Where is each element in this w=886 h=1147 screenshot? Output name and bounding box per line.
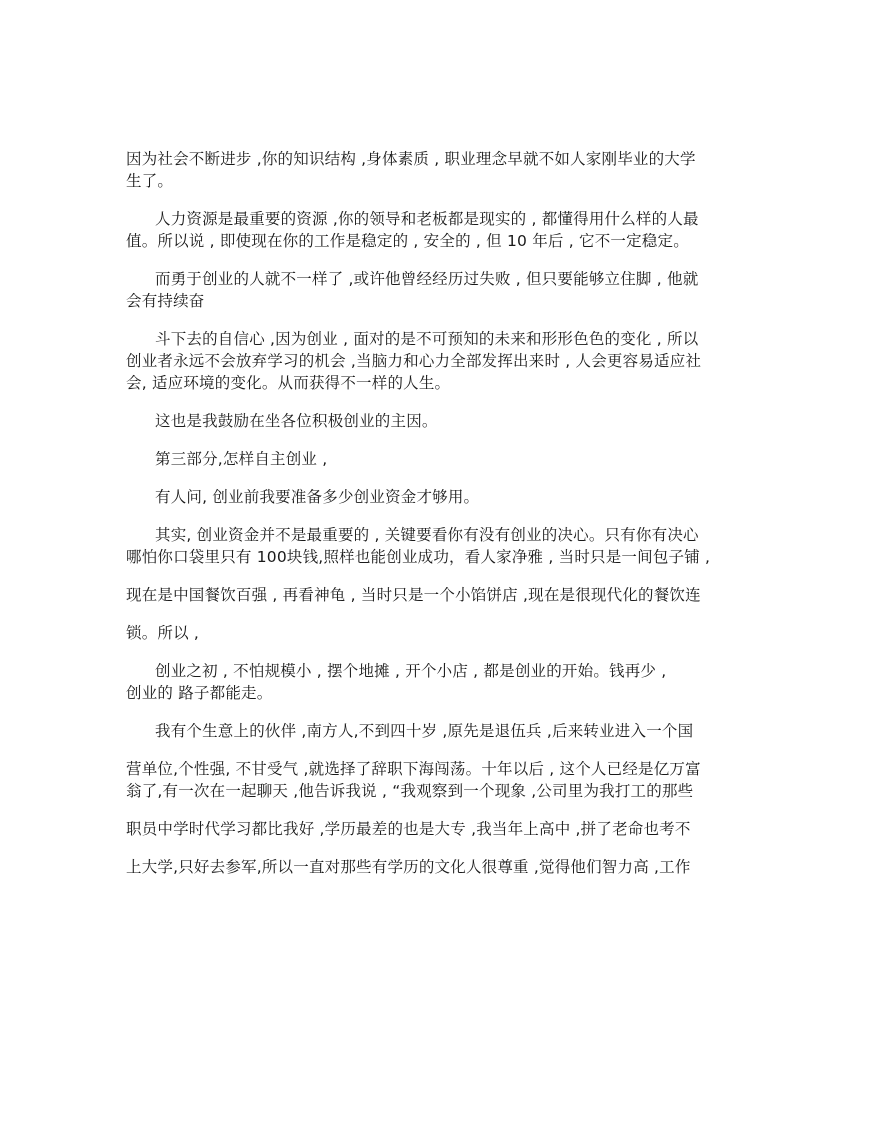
text-line: 人力资源是最重要的资源 ,你的领导和老板都是现实的 , 都懂得用什么样的人最 xyxy=(155,210,699,228)
text-line: 创业的 路子都能走。 xyxy=(126,684,273,702)
text-line: 会, 适应环境的变化。从而获得不一样的人生。 xyxy=(126,374,451,392)
text-line: 营单位,个性强, 不甘受气 ,就选择了辞职下海闯荡。十年以后 , 这个人已经是亿万富 xyxy=(126,760,701,778)
text-line: 斗下去的自信心 ,因为创业 , 面对的是不可预知的未来和形形色色的变化 , 所以 xyxy=(155,330,699,348)
text-line: 第三部分,怎样自主创业 , xyxy=(155,450,328,468)
text-line: 职员中学时代学习都比我好 ,学历最差的也是大专 ,我当年上高中 ,拼了老命也考不 xyxy=(126,820,691,838)
text-line: 有人问, 创业前我要准备多少创业资金才够用。 xyxy=(155,488,480,506)
text-line: 因为社会不断进步 ,你的知识结构 ,身体素质 , 职业理念早就不如人家刚毕业的大学 xyxy=(126,150,696,168)
text-line: 而勇于创业的人就不一样了 ,或许他曾经经历过失败 , 但只要能够立住脚 , 他就 xyxy=(155,270,699,288)
text-line: 会有持续奋 xyxy=(126,292,205,310)
text-line: 哪怕你口袋里只有 100块钱,照样也能创业成功，看人家净雅 , 当时只是一间包子铺 , xyxy=(126,548,711,566)
text-line: 翁了,有一次在一起聊天 ,他告诉我说 , “我观察到一个现象 ,公司里为我打工的那些 xyxy=(126,782,694,800)
text-line: 创业之初 , 不怕规模小 , 摆个地摊 , 开个小店 , 都是创业的开始。钱再少 , xyxy=(155,662,667,680)
text-line: 其实, 创业资金并不是最重要的 , 关键要看你有没有创业的决心。只有你有决心 xyxy=(155,526,699,544)
text-line: 我有个生意上的伙伴 ,南方人,不到四十岁 ,原先是退伍兵 ,后来转业进入一个国 xyxy=(155,722,694,740)
text-line: 值。所以说 , 即使现在你的工作是稳定的 , 安全的 , 但 10 年后 , 它不一定稳定。 xyxy=(126,232,689,250)
text-line: 上大学,只好去参军,所以一直对那些有学历的文化人很尊重 ,觉得他们智力高 ,工作 xyxy=(126,858,691,876)
text-line: 创业者永远不会放弃学习的机会 ,当脑力和心力全部发挥出来时 , 人会更容易适应社 xyxy=(126,352,702,370)
text-line: 现在是中国餐饮百强 , 再看神龟 , 当时只是一个小馅饼店 ,现在是很现代化的餐饮连 xyxy=(126,586,701,604)
text-line: 锁。所以 , xyxy=(126,624,200,642)
text-line: 生了。 xyxy=(126,172,174,190)
text-line: 这也是我鼓励在坐各位积极创业的主因。 xyxy=(155,412,438,430)
